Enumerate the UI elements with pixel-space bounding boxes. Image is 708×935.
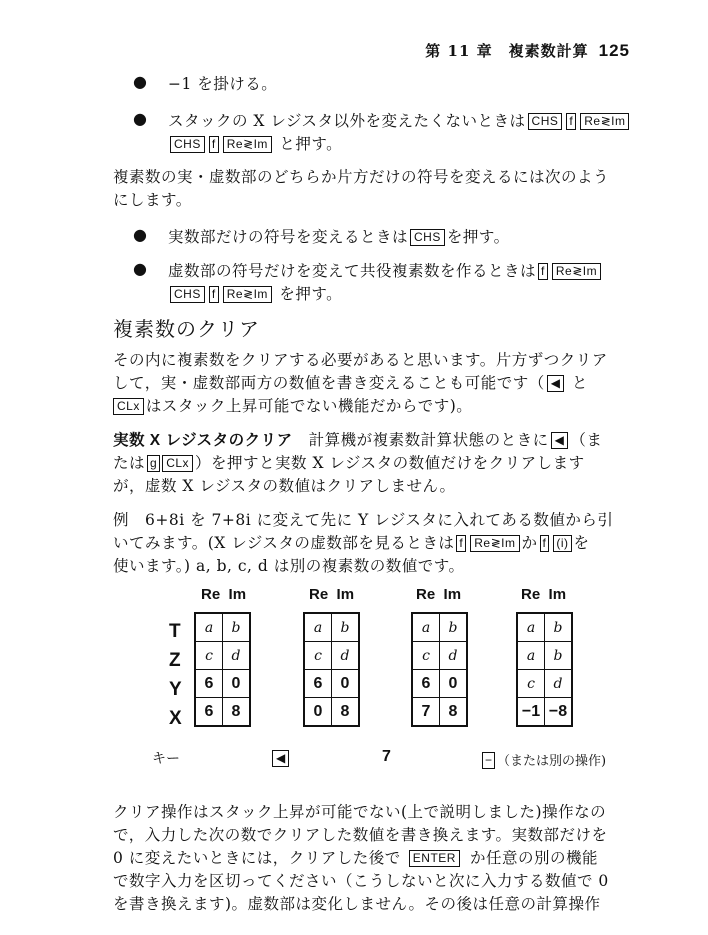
paragraph-line: その内に複素数をクリアする必要があると思います。片方ずつクリア [113, 351, 608, 369]
key-row-item [270, 750, 291, 767]
paragraph-line: 0 に変えたいときには，クリアした後で ENTER か任意の別の機能 [113, 849, 598, 867]
paragraph-line: で数字入力を区切ってください（こうしないと次に入力する数値で 0 [113, 872, 609, 890]
paragraph-line: が，虚数 X レジスタの数値はクリアしません。 [113, 477, 456, 495]
stack-diagram: a b a b c d −1 −8 [516, 612, 573, 727]
chapter-title: 第 11 章 複素数計算 [425, 42, 589, 60]
paragraph-line: クリア操作はスタック上昇が可能でない(上で説明しました)操作なの [113, 803, 607, 821]
stack-header: Re Im [201, 586, 247, 603]
row-label-t: T [169, 621, 181, 642]
clx-key: CLx [113, 398, 144, 415]
reim-key: Re≷Im [223, 136, 272, 153]
bullet-text-continued: CHS f Re≷Im と押す。 [168, 132, 342, 154]
paragraph-line: を書き換えます)。虚数部は変化しません。その後は任意の計算操作 [113, 895, 601, 913]
bullet-icon: ● [133, 109, 147, 128]
row-label-y: Y [169, 679, 182, 700]
key-row-item: 7 [382, 748, 391, 765]
f-key: f [456, 535, 466, 552]
page-number: 125 [598, 41, 630, 60]
key-row-item: − （または別の操作) [480, 750, 606, 769]
run-in-heading: 実数 X レジスタのクリア [113, 432, 293, 449]
chs-key: CHS [528, 113, 563, 130]
g-key: g [147, 455, 160, 472]
bullet-text: −1 を掛ける。 [168, 75, 278, 93]
paragraph-line: たは g CLx ）を押すと実数 X レジスタの数値だけをクリアします [113, 454, 585, 472]
f-key: f [209, 136, 219, 153]
example-line: いてみます。(X レジスタの虚数部を見るときは f Re≷Im か f (i) を [113, 534, 590, 552]
stack-diagram: a b c d 6 0 6 8 [194, 612, 251, 727]
enter-key: ENTER [409, 850, 460, 867]
bullet-icon: ● [133, 259, 147, 278]
backspace-key: ◀ [272, 750, 289, 767]
stack-diagram: a b c d 6 0 0 8 [303, 612, 360, 727]
section-title: 複素数のクリア [113, 317, 260, 341]
f-key: f [540, 535, 550, 552]
running-header [425, 40, 630, 61]
bullet-text-continued: CHS f Re≷Im を押す。 [168, 282, 342, 304]
stack-header: Re Im [521, 586, 567, 603]
stack-header: Re Im [416, 586, 462, 603]
chs-key: CHS [170, 286, 205, 303]
backspace-key: ◀ [547, 375, 565, 392]
i-key: (i) [553, 535, 571, 552]
bullet-icon: ● [133, 225, 147, 244]
example-line: 使います。) a, b, c, d は別の複素数の数値です。 [113, 557, 465, 575]
paragraph-line: して，実・虚数部両方の数値を書き変えることも可能です（ ◀ と [113, 374, 588, 392]
minus-key: − [482, 752, 495, 769]
chs-key: CHS [170, 136, 205, 153]
row-label-z: Z [169, 650, 181, 671]
bullet-icon: ● [133, 72, 147, 91]
reim-key: Re≷Im [552, 263, 601, 280]
backspace-key: ◀ [551, 432, 569, 449]
reim-key: Re≷Im [580, 113, 629, 130]
clx-key: CLx [162, 455, 193, 472]
reim-key: Re≷Im [470, 535, 519, 552]
bullet-text: 実数部だけの符号を変えるときは CHS を押す。 [168, 228, 510, 246]
row-label-x: X [169, 708, 182, 729]
paragraph-line: にします。 [113, 191, 192, 209]
f-key: f [566, 113, 576, 130]
chs-key: CHS [410, 229, 445, 246]
paragraph-line: 実数 X レジスタのクリア 計算機が複素数計算状態のときに ◀ （ま [113, 431, 603, 449]
paragraph-line: で，入力した次の数でクリアした数値を書き換えます。実数部だけを [113, 826, 608, 844]
example-line: 例 6+8i を 7+8i に変えて先に Y レジスタに入れてある数値から引 [113, 511, 614, 529]
paragraph-line: 複素数の実・虚数部のどちらか片方だけの符号を変えるには次のよう [113, 168, 610, 186]
key-row-label: キー [152, 751, 180, 767]
stack-diagram: a b c d 6 0 7 8 [411, 612, 468, 727]
reim-key: Re≷Im [223, 286, 272, 303]
f-key: f [538, 263, 548, 280]
bullet-text: 虚数部の符号だけを変えて共役複素数を作るときは f Re≷Im [168, 259, 603, 281]
paragraph-line: CLx はスタック上昇可能でない機能だからです)。 [113, 394, 472, 416]
f-key: f [209, 286, 219, 303]
stack-header: Re Im [309, 586, 355, 603]
bullet-text: スタックの X レジスタ以外を変えたくないときは CHS f Re≷Im [168, 109, 631, 131]
